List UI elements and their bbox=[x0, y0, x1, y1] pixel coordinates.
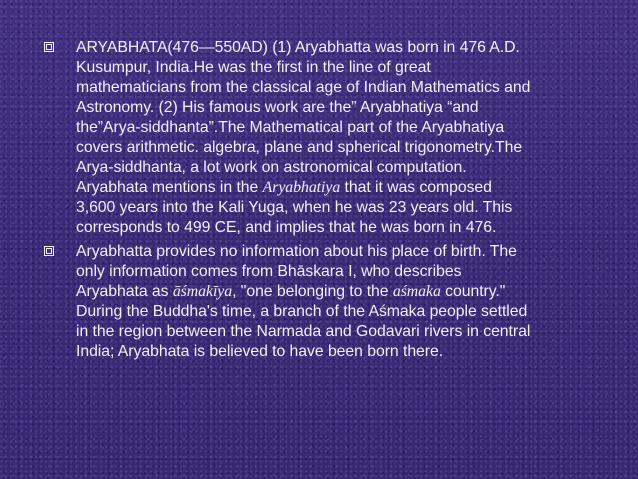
square-bullet-icon bbox=[44, 42, 54, 52]
text-line: Arya-siddhanta, a lot work on astronomical computation. bbox=[76, 159, 467, 176]
text-line: India; Aryabhata is believed to have been born there. bbox=[76, 343, 444, 360]
text-run: that it was composed bbox=[340, 179, 492, 196]
text-line bbox=[76, 282, 620, 302]
text-line: Kusumpur, India.He was the first in the line of great bbox=[76, 59, 431, 76]
text-line bbox=[76, 178, 620, 198]
text-run: Aryabhata mentions in the bbox=[76, 179, 263, 196]
text-run: Aryabhata as bbox=[76, 283, 173, 300]
text-line: ARYABHATA(476—550AD) (1) Aryabhatta was born in 476 A.D. bbox=[76, 39, 520, 56]
text-line: the”Arya-siddhanta”.The Mathematical part of the Aryabhatiya bbox=[76, 119, 505, 136]
slide-content bbox=[40, 38, 620, 366]
italic-title-aryabhatiya: Aryabhatiya bbox=[262, 179, 341, 196]
text-line: in the region between the Narmada and Godavari rivers in central bbox=[76, 323, 531, 340]
bullet-aryabhata-birthplace bbox=[40, 242, 620, 362]
text-line: mathematicians from the classical age of Indian Mathematics and bbox=[76, 79, 531, 96]
italic-term-asmakiya: āśmakīya bbox=[172, 283, 233, 300]
text-line: 3,600 years into the Kali Yuga, when he was 23 years old. This bbox=[76, 199, 513, 216]
text-line: covers arithmetic. algebra, plane and spherical trigonometry.The bbox=[76, 139, 523, 156]
bullet-aryabhata-birth bbox=[40, 38, 620, 238]
text-line: During the Buddha's time, a branch of the Aśmaka people settled bbox=[76, 303, 528, 320]
text-line: corresponds to 499 CE, and implies that he was born in 476. bbox=[76, 219, 497, 236]
text-line: Aryabhatta provides no information about his place of birth. The bbox=[76, 243, 517, 260]
text-run: , "one belonging to the bbox=[232, 283, 393, 300]
text-run: country." bbox=[440, 283, 506, 300]
italic-term-asmaka: aśmaka bbox=[392, 283, 441, 300]
text-line: Astronomy. (2) His famous work are the” Aryabhatiya “and bbox=[76, 99, 479, 116]
square-bullet-icon bbox=[44, 246, 54, 256]
text-line: only information comes from Bhāskara I, who describes bbox=[76, 263, 462, 280]
